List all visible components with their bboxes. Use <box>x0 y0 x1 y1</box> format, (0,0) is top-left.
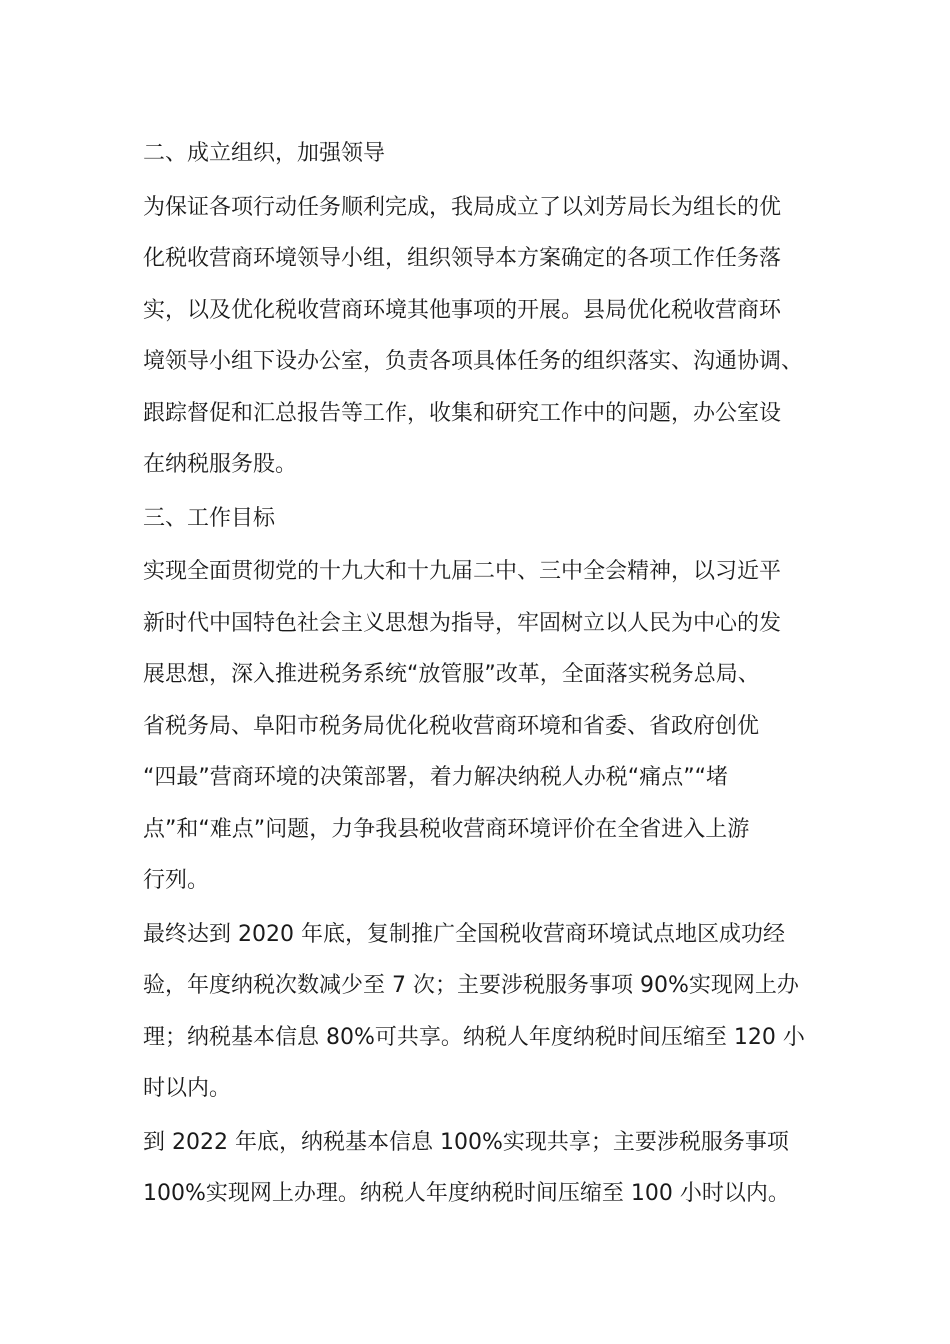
paragraph-line: 时以内。 <box>143 1076 232 1101</box>
paragraph-line: 实现全面贯彻党的十九大和十九届二中、三中全会精神，以习近平 <box>143 559 782 584</box>
paragraph-line: 到 2022 年底，纳税基本信息 100%实现共享；主要涉税服务事项 <box>143 1129 789 1155</box>
paragraph-line: 新时代中国特色社会主义思想为指导，牢固树立以人民为中心的发 <box>143 610 782 636</box>
paragraph <box>143 1117 807 1220</box>
paragraph-line: 境领导小组下设办公室，负责各项具体任务的组织落实、沟通协调、 <box>143 349 804 374</box>
paragraph-line: 最终达到 2020 年底，复制推广全国税收营商环境试点地区成功经 <box>143 921 785 947</box>
section-heading: 三、工作目标 <box>143 505 276 531</box>
paragraph-line: 在纳税服务股。 <box>143 452 298 477</box>
paragraph <box>143 909 807 1115</box>
paragraph-line: 理；纳税基本信息 80%可共享。纳税人年度纳税时间压缩至 120 小 <box>143 1024 805 1050</box>
paragraph-line: 展思想，深入推进税务系统“放管服”改革，全面落实税务总局、 <box>143 662 760 687</box>
document-page <box>143 128 807 1220</box>
paragraph-line: 验，年度纳税次数减少至 7 次；主要涉税服务事项 90%实现网上办 <box>143 973 799 998</box>
paragraph-line: 跟踪督促和汇总报告等工作，收集和研究工作中的问题，办公室设 <box>143 400 782 426</box>
paragraph-line: 100%实现网上办理。纳税人年度纳税时间压缩至 100 小时以内。 <box>143 1181 790 1206</box>
paragraph-line: 省税务局、阜阳市税务局优化税收营商环境和省委、省政府创优 <box>143 713 760 739</box>
paragraph <box>143 182 807 491</box>
paragraph-line: 行列。 <box>143 868 210 893</box>
section-heading: 二、成立组织，加强领导 <box>143 141 386 166</box>
paragraph-line: 实，以及优化税收营商环境其他事项的开展。县局优化税收营商环 <box>143 297 782 323</box>
paragraph-line: 点”和“难点”问题，力争我县税收营商环境评价在全省进入上游 <box>143 816 750 842</box>
paragraph <box>143 546 807 907</box>
paragraph-line: “四最”营商环境的决策部署，着力解决纳税人办税“痛点”“堵 <box>143 765 728 790</box>
paragraph-line: 化税收营商环境领导小组，组织领导本方案确定的各项工作任务落 <box>143 246 782 271</box>
paragraph-line: 为保证各项行动任务顺利完成，我局成立了以刘芳局长为组长的优 <box>143 194 782 220</box>
